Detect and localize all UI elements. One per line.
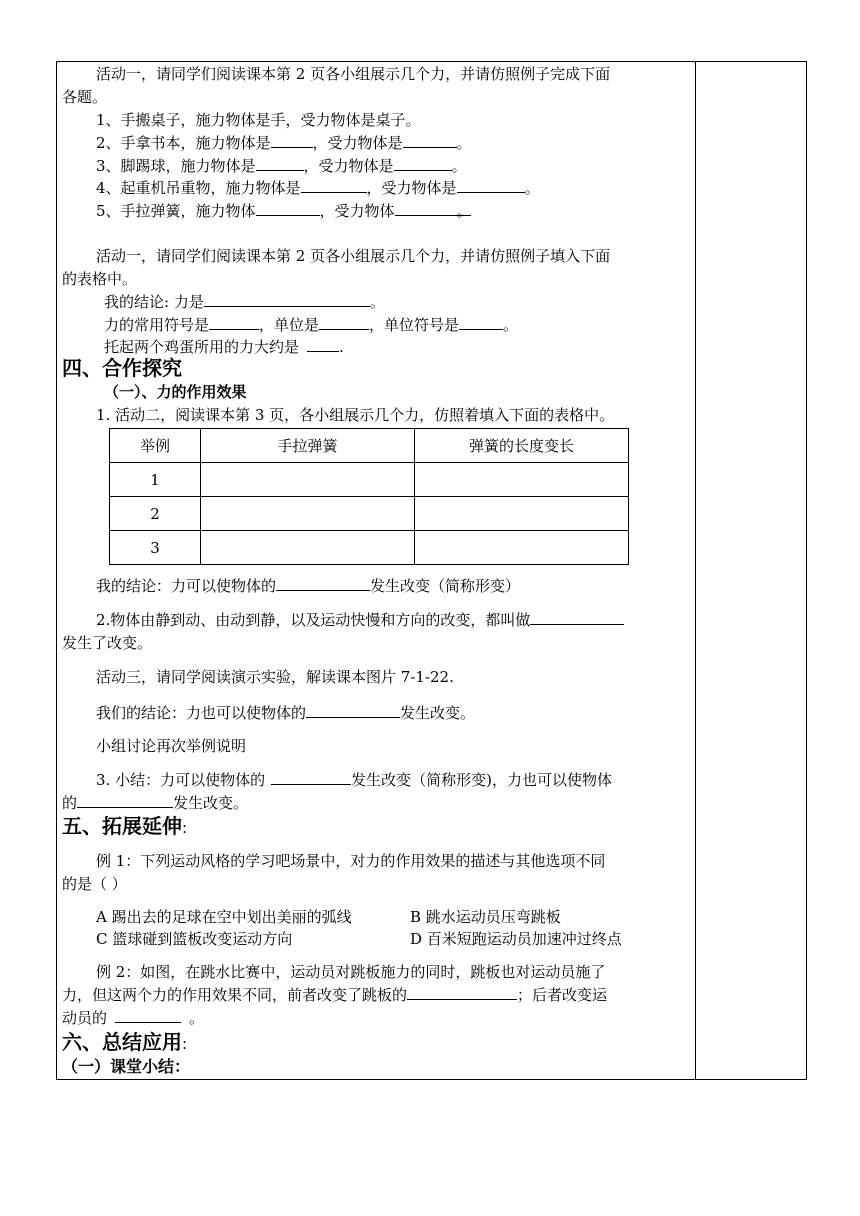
blank[interactable] bbox=[319, 315, 369, 330]
blank[interactable] bbox=[204, 292, 370, 307]
table-header-row bbox=[110, 429, 629, 463]
table-cell[interactable] bbox=[201, 531, 415, 565]
force-symbol-unit: 力的常用符号是 ，单位是 ，单位符号是 。 bbox=[104, 316, 519, 334]
activity1b-intro-line2: 的表格中。 bbox=[62, 270, 138, 288]
question-4: 4、起重机吊重物，施力物体是 ，受力物体是 。 bbox=[96, 179, 540, 197]
table-header-cell: 举例 bbox=[110, 429, 201, 463]
blank[interactable] bbox=[276, 576, 370, 591]
example1-line2: 的是（ ） bbox=[62, 875, 127, 893]
table-row bbox=[110, 463, 629, 497]
table-row bbox=[110, 531, 629, 565]
activity2-instruction: 1. 活动二，阅读课本第 3 页，各小组展示几个力，仿照着填入下面的表格中。 bbox=[96, 406, 615, 424]
blank[interactable] bbox=[271, 133, 313, 148]
blank[interactable] bbox=[459, 315, 503, 330]
motion-state-line1: 2.物体由静到动、由动到静，以及运动快慢和方向的改变，都叫做 bbox=[96, 610, 624, 630]
option-d[interactable]: D 百米短跑运动员加速冲过终点 bbox=[410, 930, 622, 948]
example1-line1: 例 1：下列运动风格的学习吧场景中，对力的作用效果的描述与其他选项不同 bbox=[96, 852, 606, 870]
question-3: 3、脚踢球，施力物体是 ，受力物体是 。 bbox=[96, 157, 467, 175]
column-divider bbox=[695, 61, 696, 1080]
spring-table bbox=[109, 428, 629, 565]
row-number: 3 bbox=[110, 531, 201, 565]
table-cell[interactable] bbox=[415, 531, 629, 565]
group-discussion: 小组讨论再次举例说明 bbox=[96, 737, 247, 755]
table-cell[interactable] bbox=[201, 497, 415, 531]
blank[interactable] bbox=[271, 770, 351, 785]
activity1b-intro-line1: 活动一，请同学们阅读课本第 2 页各小组展示几个力，并请仿照例子填入下面 bbox=[96, 247, 611, 265]
row-number: 1 bbox=[110, 463, 201, 497]
example2-line2: 力，但这两个力的作用效果不同，前者改变了跳板的 ；后者改变运 bbox=[62, 986, 608, 1004]
motion-state-line2: 发生了改变。 bbox=[62, 634, 153, 652]
question-5: 5、手拉弹簧，施力物体 ，受力物体 。 bbox=[96, 202, 472, 220]
two-eggs-force: 托起两个鸡蛋所用的力大约是 . bbox=[104, 338, 344, 356]
section5-title: 五、拓展延伸: bbox=[62, 814, 188, 838]
conclusion-deformation: 我的结论：力可以使物体的 发生改变（简称形变） bbox=[96, 577, 521, 595]
table-header-cell: 弹簧的长度变长 bbox=[415, 429, 629, 463]
blank[interactable] bbox=[394, 156, 452, 171]
blank[interactable] bbox=[256, 156, 304, 171]
blank[interactable]: 。 bbox=[395, 201, 471, 216]
blank[interactable] bbox=[301, 178, 367, 193]
section6-title: 六、总结应用: bbox=[62, 1030, 188, 1054]
section4-title: 四、合作探究 bbox=[62, 356, 182, 380]
activity1a-intro-line2: 各题。 bbox=[62, 88, 108, 106]
question-1: 1、手搬桌子，施力物体是手，受力物体是桌子。 bbox=[96, 111, 421, 129]
example2-line3: 动员的 。 bbox=[62, 1009, 205, 1027]
section4-subtitle: （一）、力的作用效果 bbox=[104, 383, 247, 401]
blank[interactable] bbox=[407, 985, 517, 1000]
example2-line1: 例 2：如图，在跳水比赛中，运动员对跳板施力的同时，跳板也对运动员施了 bbox=[96, 963, 606, 981]
summary-line2: 的 发生改变。 bbox=[62, 794, 249, 812]
option-a[interactable]: A 踢出去的足球在空中划出美丽的弧线 bbox=[96, 908, 352, 926]
table-header-cell: 手拉弹簧 bbox=[201, 429, 415, 463]
table-row bbox=[110, 497, 629, 531]
blank[interactable] bbox=[306, 703, 400, 718]
blank[interactable] bbox=[209, 315, 259, 330]
conclusion-force-is: 我的结论: 力是 。 bbox=[104, 293, 385, 311]
activity3-instruction: 活动三，请同学阅读演示实验，解读课本图片 7-1-22. bbox=[96, 668, 454, 686]
blank[interactable] bbox=[115, 1008, 181, 1023]
table-cell[interactable] bbox=[415, 463, 629, 497]
activity1a-intro-line1: 活动一，请同学们阅读课本第 2 页各小组展示几个力，并请仿照例子完成下面 bbox=[96, 65, 611, 83]
blank[interactable] bbox=[307, 337, 339, 352]
option-b[interactable]: B 跳水运动员压弯跳板 bbox=[410, 908, 561, 926]
our-conclusion: 我们的结论：力也可以使物体的 发生改变。 bbox=[96, 704, 476, 722]
table-cell[interactable] bbox=[201, 463, 415, 497]
blank[interactable] bbox=[77, 793, 173, 808]
section6-subtitle: （一）课堂小结： bbox=[62, 1057, 191, 1076]
option-c[interactable]: C 篮球碰到篮板改变运动方向 bbox=[96, 930, 293, 948]
question-2: 2、手拿书本，施力物体是 ，受力物体是 。 bbox=[96, 134, 472, 152]
table-cell[interactable] bbox=[415, 497, 629, 531]
blank[interactable] bbox=[403, 133, 457, 148]
blank[interactable] bbox=[256, 201, 320, 216]
blank[interactable] bbox=[530, 610, 624, 625]
row-number: 2 bbox=[110, 497, 201, 531]
blank[interactable] bbox=[457, 178, 525, 193]
summary-line1: 3. 小结：力可以使物体的 发生改变（简称形变)，力也可以使物体 bbox=[96, 771, 612, 789]
